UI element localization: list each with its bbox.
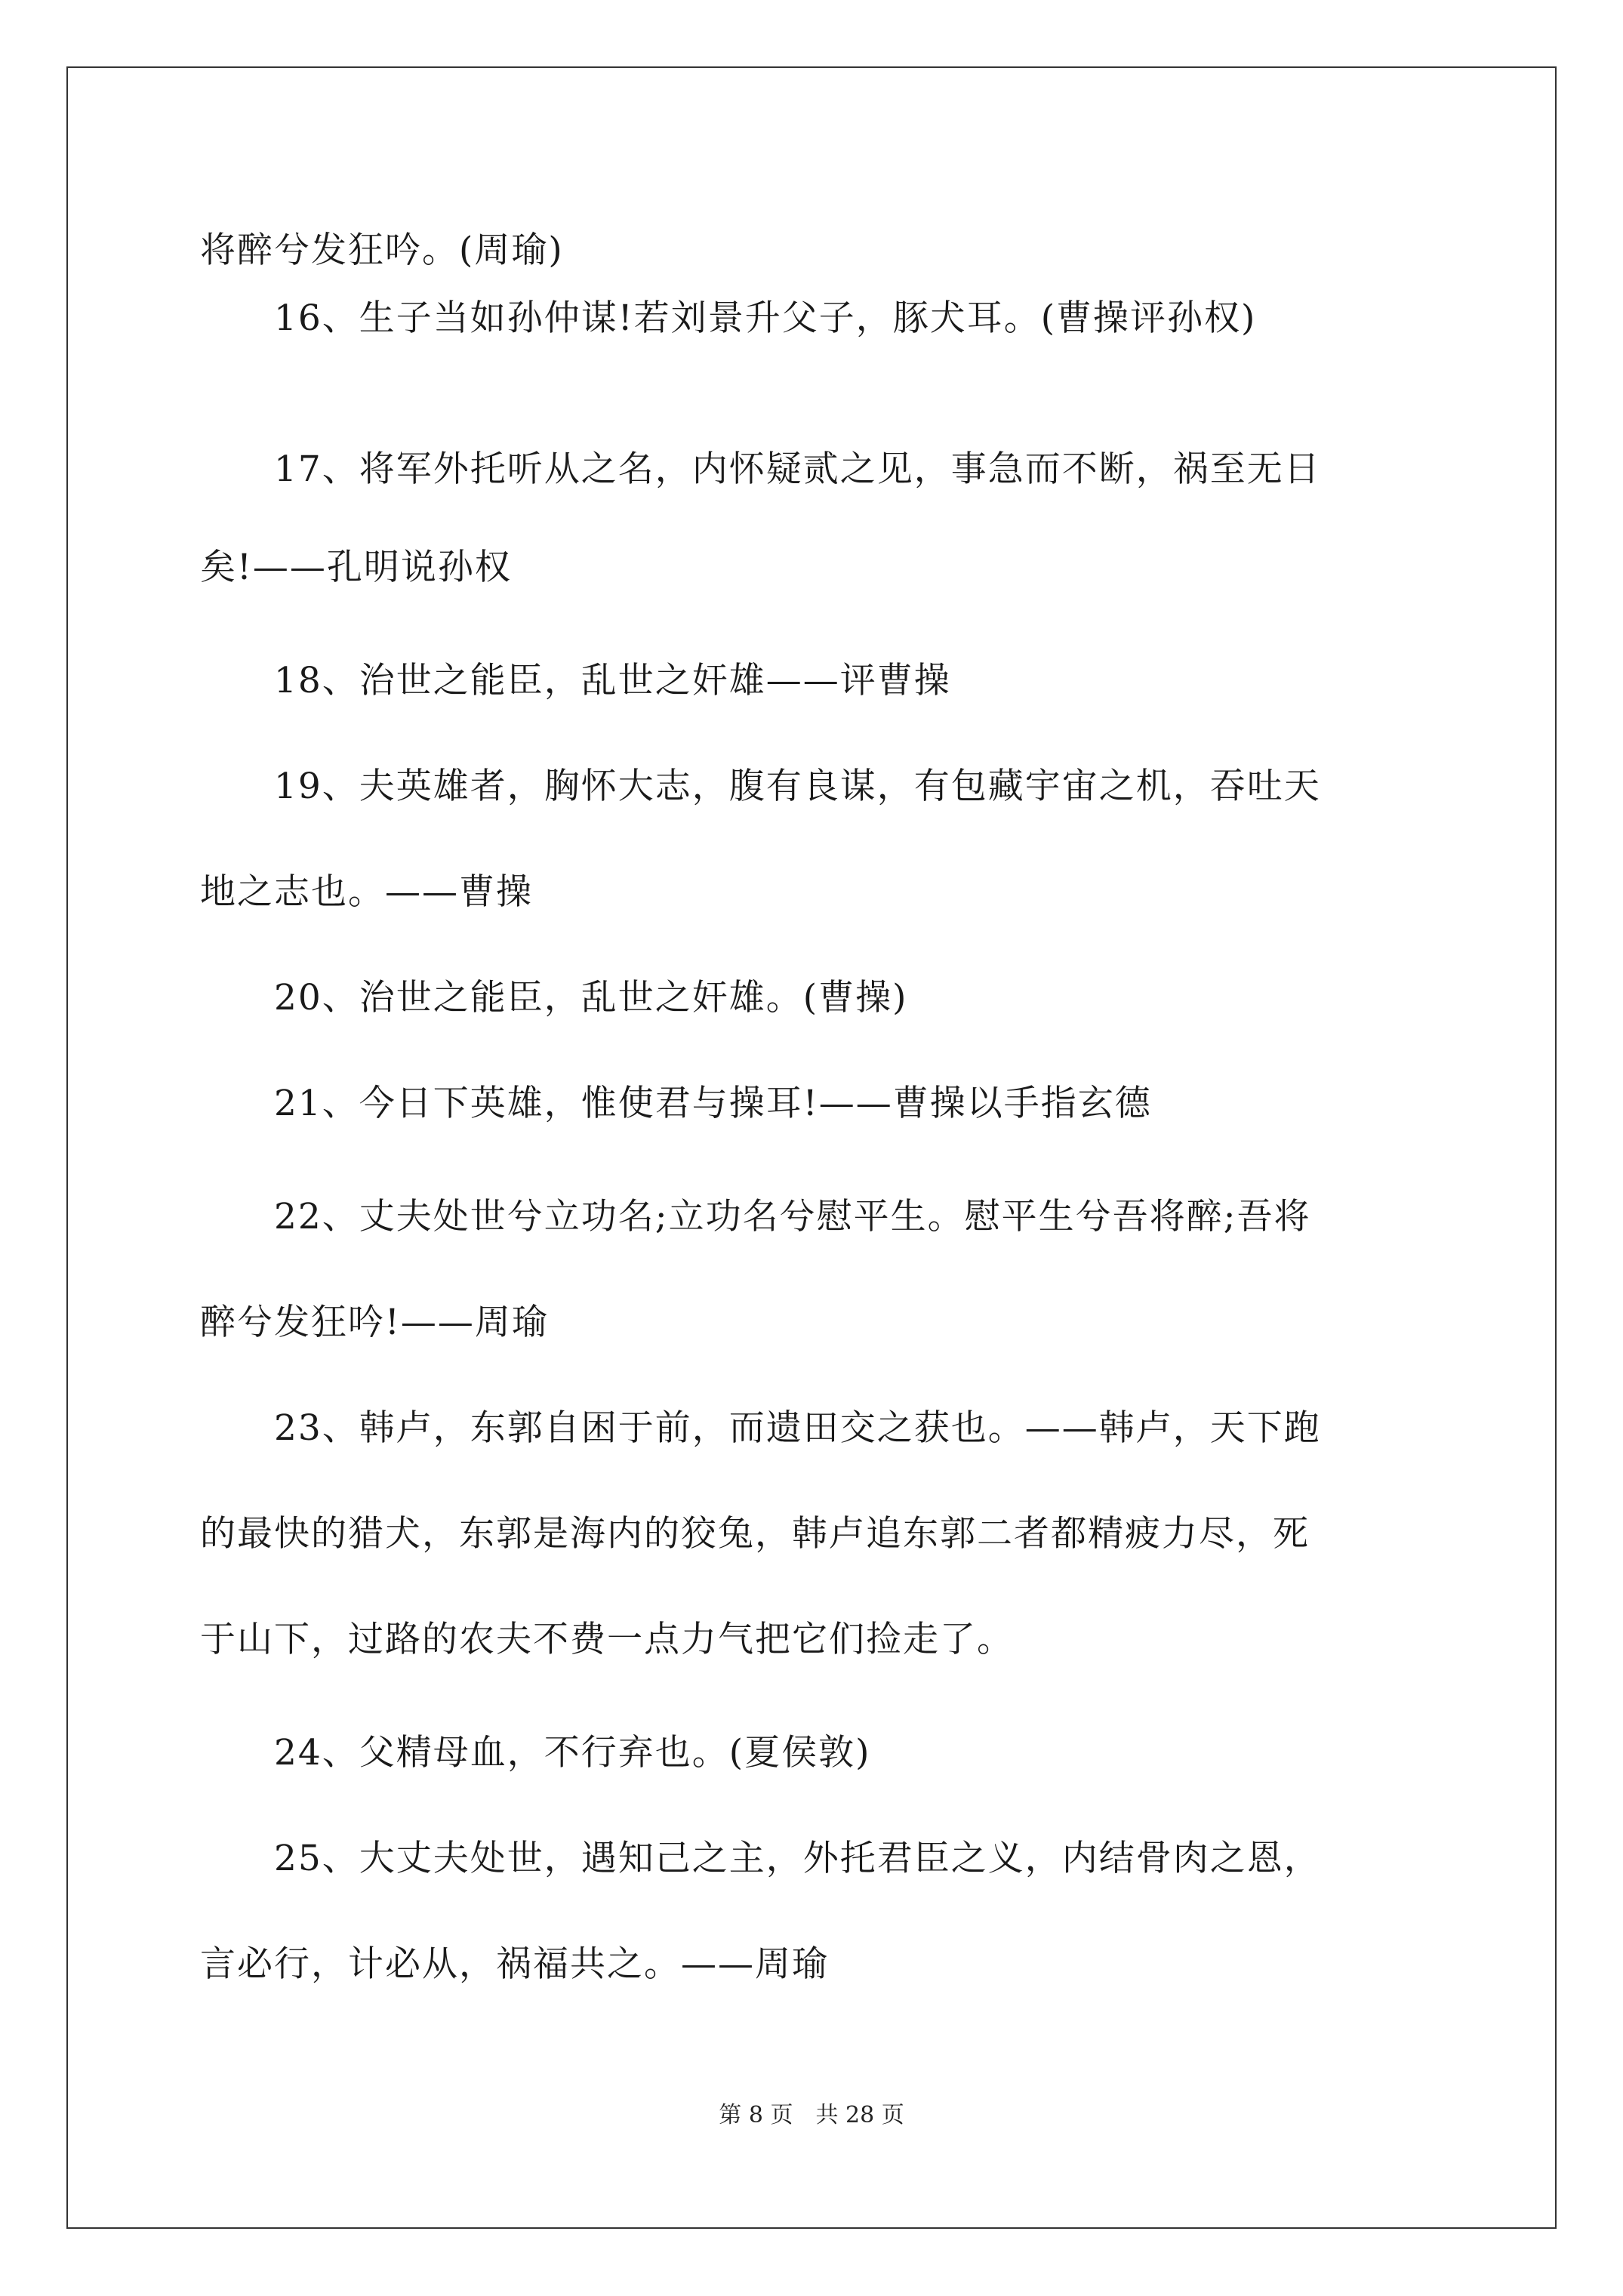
text-line-10: 22、丈夫处世兮立功名;立功名兮慰平生。慰平生兮吾将醉;吾将: [200, 1196, 1311, 1237]
text-line-3: 17、将军外托听从之名，内怀疑贰之见，事急而不断，祸至无日: [200, 448, 1321, 490]
text-line-13: 的最快的猎犬，东郭是海内的狡兔，韩卢追东郭二者都精疲力尽，死: [200, 1513, 1310, 1555]
text-line-14: 于山下，过路的农夫不费一点力气把它们捡走了。: [200, 1619, 1014, 1660]
text-line-6: 19、夫英雄者，胸怀大志，腹有良谋，有包藏宇宙之机，吞吐天: [200, 766, 1321, 807]
text-line-2: 16、生子当如孙仲谋!若刘景升父子，豚犬耳。(曹操评孙权): [200, 297, 1257, 339]
text-line-12: 23、韩卢，东郭自困于前，而遗田交之获也。——韩卢，天下跑: [200, 1407, 1321, 1449]
text-line-5: 18、治世之能臣，乱世之奸雄——评曹操: [200, 660, 951, 701]
text-line-7: 地之志也。——曹操: [200, 871, 533, 913]
page-border: [66, 66, 1557, 2229]
page-number-footer: 第 8 页 共 28 页: [719, 2102, 904, 2128]
text-line-8: 20、治世之能臣，乱世之奸雄。(曹操): [200, 977, 908, 1019]
text-line-11: 醉兮发狂吟!——周瑜: [200, 1302, 549, 1343]
text-line-4: 矣!——孔明说孙权: [200, 547, 512, 588]
text-line-15: 24、父精母血，不行弃也。(夏侯敦): [200, 1732, 871, 1774]
text-line-17: 言必行，计必从，祸福共之。——周瑜: [200, 1943, 829, 1985]
text-line-1: 将醉兮发狂吟。(周瑜): [200, 230, 564, 271]
text-line-16: 25、大丈夫处世，遇知己之主，外托君臣之义，内结骨肉之恩，: [200, 1838, 1321, 1879]
text-line-9: 21、今日下英雄，惟使君与操耳!——曹操以手指玄德: [200, 1083, 1152, 1124]
